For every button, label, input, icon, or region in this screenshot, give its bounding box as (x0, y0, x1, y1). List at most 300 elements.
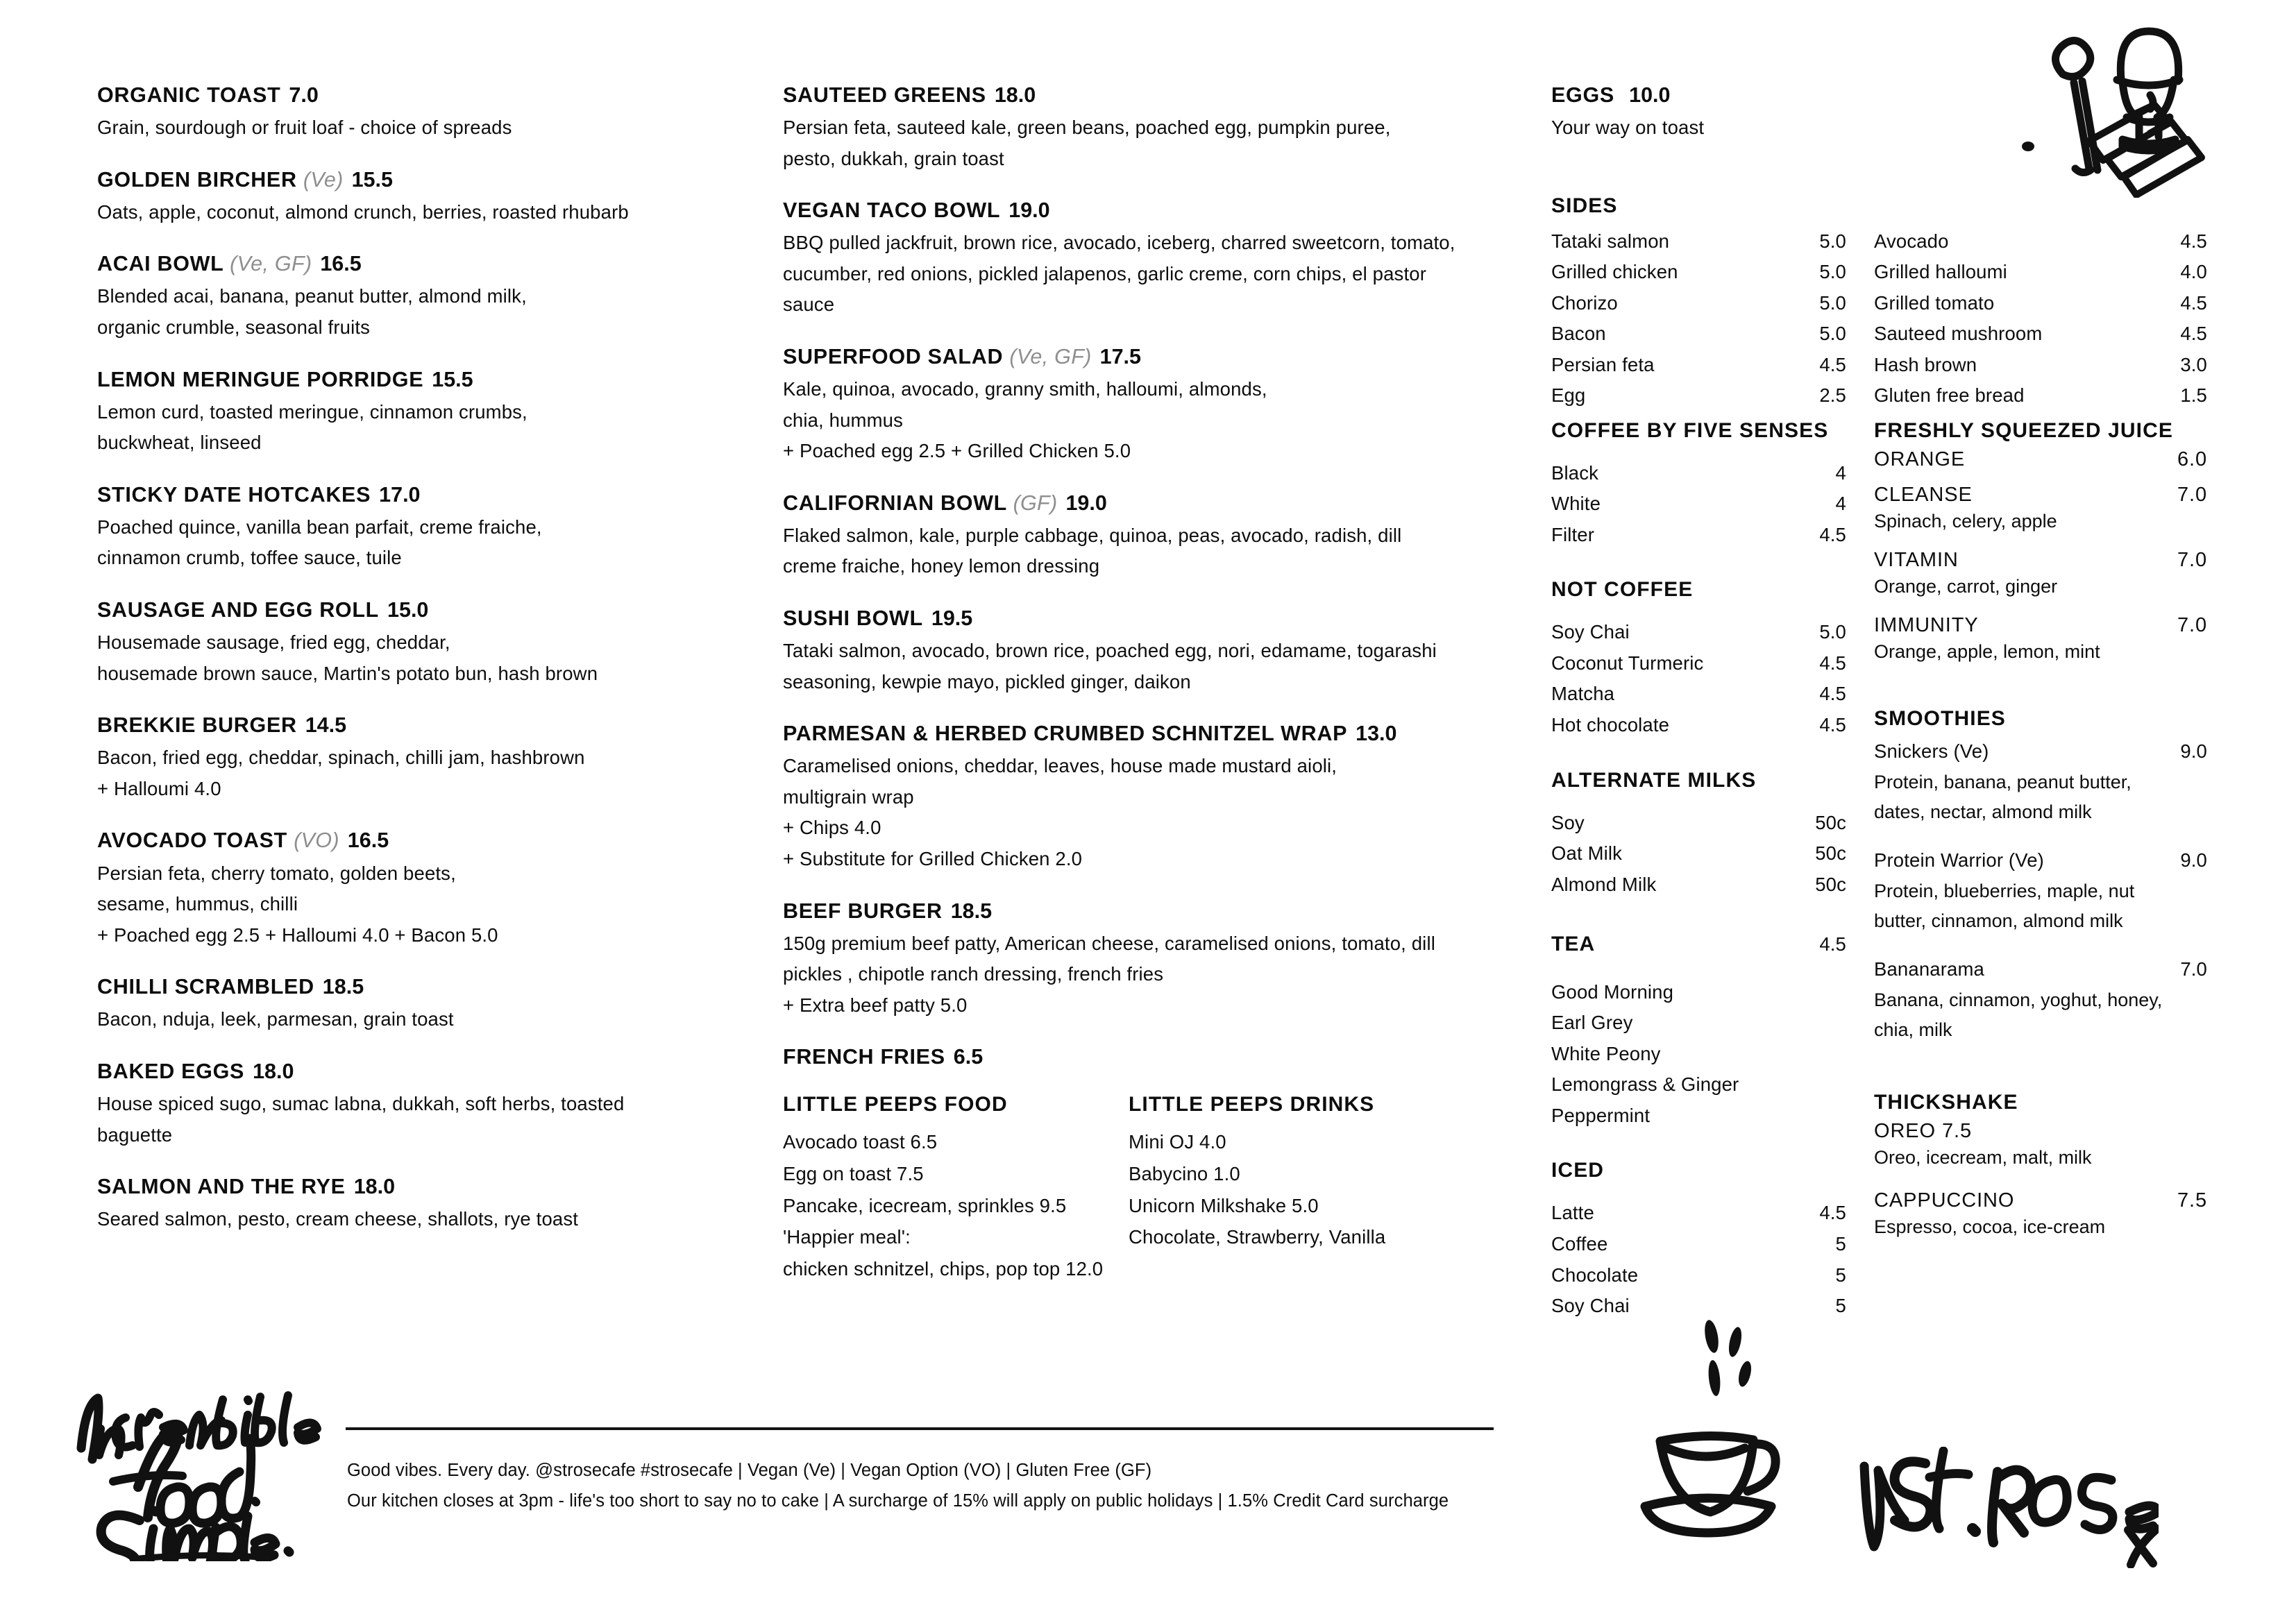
section-title-iced: ICED (1551, 1159, 1605, 1182)
priced-row (1551, 1291, 1846, 1322)
item-price: 17.0 (379, 482, 421, 507)
smoothie-heading (1874, 736, 2207, 767)
juice-price: 7.0 (2177, 548, 2207, 571)
thickshake-price: 7.5 (2177, 1189, 2207, 1212)
item-name: SAUTEED GREENS (783, 83, 986, 107)
item-heading (97, 167, 722, 193)
item-description-line: Caramelised onions, cheddar, leaves, house made mustard aioli, (783, 755, 1337, 777)
priced-row (1551, 1229, 1846, 1260)
item-description-line: cucumber, red onions, pickled jalapenos, garlic creme, corn chips, el pastor (783, 262, 1426, 284)
item-description-line: Flaked salmon, kale, purple cabbage, quinoa, peas, avocado, radish, dill (783, 524, 1402, 546)
item-price: 18.0 (353, 1175, 396, 1199)
item-description-line: Persian feta, cherry tomato, golden beets, (97, 862, 456, 884)
priced-row (1551, 710, 1846, 741)
priced-row (1551, 808, 1846, 839)
item-heading (783, 605, 1491, 631)
priced-row (1551, 288, 1846, 319)
item-price: 19.0 (1065, 491, 1107, 515)
item-heading (97, 82, 722, 108)
row-price: 50c (1815, 873, 1846, 895)
item-price: 16.5 (320, 252, 362, 276)
thickshake-item (1874, 1120, 2207, 1173)
little-peeps-food-item: Avocado toast 6.5 (783, 1131, 938, 1153)
iced-list (1551, 1198, 1846, 1321)
tea-item (1551, 1039, 1846, 1070)
sides-left-list (1551, 226, 1846, 411)
row-price: 4.5 (1819, 713, 1846, 736)
smoothie-description-line: chia, milk (1874, 1019, 1952, 1040)
row-price: 4.5 (1819, 683, 1846, 705)
row-label: Grilled halloumi (1874, 261, 2007, 283)
smoothie-price: 9.0 (2180, 849, 2207, 872)
priced-row (1551, 648, 1846, 679)
item-price: 17.5 (1099, 344, 1141, 368)
priced-row (1874, 380, 2207, 411)
thickshake-description-line: Oreo, icecream, malt, milk (1874, 1147, 2092, 1168)
menu-item (97, 1058, 722, 1150)
row-price: 2.5 (1819, 384, 1846, 407)
item-name: ORGANIC TOAST (97, 83, 281, 107)
little-peeps-drinks-item: Unicorn Milkshake 5.0 (1129, 1194, 1319, 1216)
thickshake-heading (1874, 1120, 2207, 1143)
tea-price: 4.5 (1819, 933, 1846, 955)
juice-item (1874, 614, 2207, 667)
item-heading (783, 343, 1491, 370)
row-label: Hot chocolate (1551, 713, 1670, 736)
item-description-line: cinnamon crumb, toffee sauce, tuile (97, 547, 402, 569)
menu-item (97, 482, 722, 574)
item-name: ACAI BOWL (97, 252, 223, 276)
priced-row (1551, 488, 1846, 520)
menu-column-drinks (1551, 82, 2238, 1460)
little-peeps-food (783, 1093, 1116, 1284)
smoothie-heading (1874, 954, 2207, 985)
menu-item (97, 712, 722, 804)
item-addon-line: + Poached egg 2.5 + Halloumi 4.0 + Bacon 5.0 (97, 924, 498, 946)
sides-grid (1551, 226, 2238, 419)
row-label: Lemongrass & Ginger (1551, 1073, 1739, 1096)
item-description-line: House spiced sugo, sumac labna, dukkah, soft herbs, toasted (97, 1093, 625, 1114)
item-description-line: Grain, sourdough or fruit loaf - choice of spreads (97, 117, 512, 139)
row-price: 4.5 (2180, 323, 2207, 345)
menu-item (783, 197, 1491, 321)
item-price: 18.0 (994, 83, 1036, 107)
row-label: Sauteed mushroom (1874, 323, 2043, 345)
item-name: SUPERFOOD SALAD (783, 344, 1004, 368)
item-description-line: Poached quince, vanilla bean parfait, creme fraiche, (97, 516, 542, 538)
item-price: 13.0 (1356, 722, 1397, 746)
item-name: BEEF BURGER (783, 899, 943, 923)
juice-label: VITAMIN (1874, 548, 1959, 571)
smoothie-heading (1874, 845, 2207, 876)
juice-label: IMMUNITY (1874, 614, 1979, 637)
item-heading (97, 712, 722, 738)
item-name: STICKY DATE HOTCAKES (97, 482, 371, 507)
item-price: 18.5 (950, 899, 993, 923)
item-heading (783, 898, 1491, 924)
item-heading (97, 250, 722, 277)
row-price: 4.5 (1819, 1202, 1846, 1224)
item-price: 19.0 (1008, 198, 1050, 223)
item-description-line: organic crumble, seasonal fruits (97, 316, 371, 339)
row-price: 5.0 (1819, 230, 1846, 252)
row-label: Almond Milk (1551, 873, 1657, 895)
item-name: AVOCADO TOAST (97, 829, 288, 853)
priced-row (1551, 520, 1846, 551)
row-label: Black (1551, 461, 1598, 484)
item-name: BREKKIE BURGER (97, 713, 297, 738)
row-label: Earl Grey (1551, 1012, 1633, 1034)
row-price: 50c (1815, 842, 1846, 865)
item-description-line: multigrain wrap (783, 785, 914, 808)
coffee-list (1551, 458, 1846, 551)
item-price: 19.5 (931, 606, 973, 630)
item-heading (783, 197, 1491, 223)
not-coffee-list (1551, 617, 1846, 740)
item-price: 10.0 (1629, 83, 1671, 107)
egg-cup-spoon-toast-icon (1985, 10, 2263, 198)
row-label: Filter (1551, 523, 1595, 545)
smoothie-description-line: butter, cinnamon, almond milk (1874, 910, 2123, 931)
sides-right-list (1874, 226, 2207, 411)
menu-item (783, 1044, 1491, 1070)
row-label: Avocado (1874, 230, 1949, 252)
smoothie-item (1874, 736, 2207, 827)
item-description-line: pesto, dukkah, grain toast (783, 147, 1004, 169)
smoothie-price: 9.0 (2180, 740, 2207, 763)
item-description-line: Lemon curd, toasted meringue, cinnamon crumbs, (97, 400, 527, 423)
row-price: 1.5 (2180, 384, 2207, 407)
row-price: 5.0 (1819, 261, 1846, 283)
item-price: 15.5 (432, 367, 473, 391)
item-dietary-tag: (GF) (1013, 491, 1058, 515)
menu-item (783, 490, 1491, 582)
item-name: GOLDEN BIRCHER (97, 167, 297, 192)
item-name: BAKED EGGS (97, 1059, 245, 1083)
item-dietary-tag: (VO) (294, 829, 339, 853)
item-name: SAUSAGE AND EGG ROLL (97, 598, 380, 622)
priced-row (1551, 350, 1846, 381)
item-description-line: Seared salmon, pesto, cream cheese, shallots, rye toast (97, 1208, 579, 1230)
juice-heading (1874, 549, 2207, 572)
coffee-cup-icon (1624, 1377, 1798, 1551)
item-description-line: seasoning, kewpie mayo, pickled ginger, daikon (783, 670, 1191, 692)
row-label: Grilled chicken (1551, 261, 1678, 283)
item-description-line: housemade brown sauce, Martin's potato bun, hash brown (97, 662, 598, 684)
tea-heading-row (1551, 928, 1846, 962)
row-label: Oat Milk (1551, 842, 1623, 865)
little-peeps-food-title: LITTLE PEEPS FOOD (783, 1093, 1008, 1116)
smoothie-description-line: Banana, cinnamon, yoghut, honey, (1874, 989, 2163, 1010)
menu-item (97, 974, 722, 1035)
item-description-line: Blended acai, banana, peanut butter, almond milk, (97, 285, 527, 307)
item-name: VEGAN TACO BOWL (783, 198, 1001, 223)
alternate-milks-list (1551, 808, 1846, 901)
section-title-not-coffee: NOT COFFEE (1551, 578, 1694, 602)
row-price: 4.5 (1819, 353, 1846, 375)
item-price: 15.5 (351, 167, 393, 192)
little-peeps-food-item: Egg on toast 7.5 (783, 1163, 924, 1185)
item-addon-line: + Extra beef patty 5.0 (783, 994, 968, 1016)
item-name: EGGS (1551, 83, 1614, 107)
footer-line-1: Good vibes. Every day. @strosecafe #strosecafe | Vegan (Ve) | Vegan Option (VO) | Gluten Free (GF) (347, 1461, 1152, 1480)
item-description-line: Kale, quinoa, avocado, granny smith, halloumi, almonds, (783, 378, 1267, 400)
item-dietary-tag: (Ve, GF) (1009, 344, 1092, 368)
smoothie-description-line: dates, nectar, almond milk (1874, 801, 2092, 822)
item-heading (97, 366, 722, 393)
row-label: Good Morning (1551, 980, 1674, 1003)
priced-row (1551, 1198, 1846, 1229)
menu-item (783, 343, 1491, 467)
row-label: Persian feta (1551, 353, 1655, 375)
thickshake-heading (1874, 1189, 2207, 1212)
item-price: 18.0 (253, 1059, 294, 1083)
row-price: 5.0 (1819, 291, 1846, 314)
thickshake-label: CAPPUCCINO (1874, 1189, 2015, 1212)
row-price: 4.5 (2180, 230, 2207, 252)
little-peeps-food-item: chicken schnitzel, chips, pop top 12.0 (783, 1257, 1104, 1280)
juice-price: 7.0 (2177, 614, 2207, 637)
item-description-line: pickles , chipotle ranch dressing, french fries (783, 963, 1164, 985)
thickshake-description-line: Espresso, cocoa, ice-cream (1874, 1216, 2106, 1238)
row-price: 5 (1835, 1264, 1846, 1286)
juice-price: 6.0 (2177, 448, 2207, 470)
juice-label: ORANGE (1874, 448, 1966, 470)
little-peeps-drinks (1129, 1093, 1476, 1253)
row-label: Soy (1551, 811, 1585, 833)
row-price: 5 (1835, 1295, 1846, 1317)
tea-list (1551, 977, 1846, 1132)
priced-row (1551, 617, 1846, 648)
section-title-alternate-milks: ALTERNATE MILKS (1551, 768, 1757, 792)
smoothie-label: Protein Warrior (Ve) (1874, 849, 2044, 872)
item-addon-line: + Chips 4.0 (783, 817, 881, 839)
item-description: Your way on toast (1551, 117, 1705, 139)
row-price: 4.5 (1819, 523, 1846, 545)
item-heading (783, 490, 1491, 516)
item-heading (97, 597, 722, 623)
row-label: Grilled tomato (1874, 291, 1995, 314)
row-label: Tataki salmon (1551, 230, 1670, 252)
item-description-line: Housemade sausage, fried egg, cheddar, (97, 631, 450, 654)
row-label: White (1551, 493, 1601, 515)
item-name: CALIFORNIAN BOWL (783, 491, 1007, 515)
item-description-line: 150g premium beef patty, American cheese, caramelised onions, tomato, dill (783, 932, 1435, 954)
row-label: Peppermint (1551, 1104, 1651, 1126)
tea-item (1551, 1101, 1846, 1132)
priced-row (1551, 226, 1846, 257)
juice-item (1874, 448, 2207, 471)
menu-item (97, 167, 722, 228)
footer-notes (347, 1456, 1499, 1517)
row-price: 4.5 (2180, 291, 2207, 314)
row-label: Coffee (1551, 1233, 1608, 1255)
row-label: Soy Chai (1551, 1295, 1630, 1317)
priced-row (1874, 350, 2207, 381)
item-heading (783, 82, 1491, 108)
item-description-line: creme fraiche, honey lemon dressing (783, 555, 1100, 577)
item-price: 18.5 (322, 975, 364, 999)
section-title-tea: TEA (1551, 933, 1596, 956)
menu-column-breakfast (97, 82, 722, 1258)
row-price: 5 (1835, 1233, 1846, 1255)
priced-row (1874, 318, 2207, 350)
priced-row (1551, 1260, 1846, 1291)
item-addon-line: + Halloumi 4.0 (97, 777, 221, 799)
smoothie-description-line: Protein, blueberries, maple, nut (1874, 880, 2135, 901)
tagline-logo (66, 1384, 337, 1561)
row-label: Gluten free bread (1874, 384, 2025, 407)
item-heading (97, 974, 722, 1000)
footer-divider (346, 1427, 1494, 1430)
item-heading (783, 1044, 1491, 1070)
menu-item (97, 597, 722, 689)
row-label: Matcha (1551, 683, 1615, 705)
little-peeps-drinks-title: LITTLE PEEPS DRINKS (1129, 1093, 1375, 1116)
little-peeps-drinks-item: Chocolate, Strawberry, Vanilla (1129, 1226, 1386, 1248)
smoothies-list (1874, 736, 2207, 1045)
item-dietary-tag: (Ve) (303, 167, 344, 192)
row-price: 50c (1815, 811, 1846, 833)
item-description-line: Oats, apple, coconut, almond crunch, berries, roasted rhubarb (97, 201, 629, 223)
juice-heading (1874, 484, 2207, 507)
juice-description: Orange, apple, lemon, mint (1874, 641, 2100, 663)
menu-item (783, 605, 1491, 697)
row-price: 5.0 (1819, 621, 1846, 643)
row-price: 4.5 (1819, 652, 1846, 674)
row-label: Coconut Turmeric (1551, 652, 1704, 674)
item-addon-line: + Substitute for Grilled Chicken 2.0 (783, 847, 1083, 869)
priced-row (1551, 380, 1846, 411)
juice-label: CLEANSE (1874, 483, 1973, 506)
tea-item (1551, 977, 1846, 1008)
item-addon-line: + Poached egg 2.5 + Grilled Chicken 5.0 (783, 440, 1131, 462)
item-price: 14.5 (305, 713, 347, 738)
row-price: 4 (1835, 461, 1846, 484)
item-name: SUSHI BOWL (783, 606, 923, 630)
item-description-line: sauce (783, 294, 835, 316)
priced-row (1551, 458, 1846, 489)
menu-item (783, 82, 1491, 174)
little-peeps-drinks-item: Babycino 1.0 (1129, 1163, 1240, 1185)
menu-column-mains (783, 82, 1491, 1280)
juice-description: Spinach, celery, apple (1874, 510, 2057, 532)
little-peeps-drinks-item: Mini OJ 4.0 (1129, 1131, 1226, 1153)
priced-row (1551, 679, 1846, 710)
row-price: 4 (1835, 493, 1846, 515)
item-dietary-tag: (Ve, GF) (230, 252, 312, 276)
drinks-left-column (1551, 419, 1846, 1322)
item-description-line: BBQ pulled jackfruit, brown rice, avocado, iceberg, charred sweetcorn, tomato, (783, 232, 1455, 254)
menu-item (97, 82, 722, 144)
tea-item (1551, 1069, 1846, 1101)
juice-price: 7.0 (2177, 483, 2207, 506)
juice-item (1874, 484, 2207, 536)
juice-list (1874, 448, 2207, 668)
smoothie-price: 7.0 (2180, 958, 2207, 980)
smoothie-item (1874, 954, 2207, 1045)
row-price: 5.0 (1819, 323, 1846, 345)
little-peeps-food-item: Pancake, icecream, sprinkles 9.5 (783, 1194, 1067, 1216)
item-price: 16.5 (347, 829, 389, 853)
row-label: Hash brown (1874, 353, 1977, 375)
item-heading (97, 1173, 722, 1200)
priced-row (1551, 838, 1846, 869)
item-description-line: sesame, hummus, chilli (97, 893, 298, 915)
item-price: 15.0 (387, 598, 429, 622)
item-name: LEMON MERINGUE PORRIDGE (97, 367, 424, 391)
juice-description: Orange, carrot, ginger (1874, 575, 2058, 597)
priced-row (1551, 257, 1846, 288)
thickshake-item (1874, 1189, 2207, 1242)
item-description-line: buckwheat, linseed (97, 432, 262, 454)
little-peeps-food-item: 'Happier meal': (783, 1226, 911, 1248)
juice-heading (1874, 448, 2207, 471)
row-label: Egg (1551, 384, 1586, 407)
menu-item (783, 898, 1491, 1021)
item-description-line: baguette (97, 1123, 173, 1146)
item-price: 7.0 (289, 83, 319, 107)
menu-item (97, 250, 722, 343)
section-title-smoothies: SMOOTHIES (1874, 707, 2006, 731)
juice-item (1874, 549, 2207, 602)
item-description-line: Bacon, fried egg, cheddar, spinach, chilli jam, hashbrown (97, 747, 585, 769)
smoothie-label: Bananarama (1874, 958, 1984, 980)
priced-row (1874, 257, 2207, 288)
item-price: 6.5 (953, 1045, 984, 1069)
row-label: Soy Chai (1551, 621, 1630, 643)
priced-row (1551, 869, 1846, 901)
smoothie-label: Snickers (Ve) (1874, 740, 1989, 763)
row-label: Latte (1551, 1202, 1594, 1224)
item-name: FRENCH FRIES (783, 1045, 945, 1069)
juice-heading (1874, 614, 2207, 637)
item-description-line: Tataki salmon, avocado, brown rice, poached egg, nori, edamame, togarashi (783, 640, 1437, 662)
item-heading (97, 1058, 722, 1085)
drinks-grid (1551, 419, 2238, 1460)
item-description-line: Bacon, nduja, leek, parmesan, grain toast (97, 1008, 454, 1030)
priced-row (1874, 288, 2207, 319)
menu-item (97, 827, 722, 951)
priced-row (1551, 318, 1846, 350)
priced-row (1874, 226, 2207, 257)
item-description-line: Persian feta, sauteed kale, green beans, poached egg, pumpkin puree, (783, 117, 1391, 139)
smoothie-item (1874, 845, 2207, 936)
tea-item (1551, 1008, 1846, 1039)
row-price: 4.0 (2180, 261, 2207, 283)
item-heading (97, 827, 722, 853)
row-label: Chorizo (1551, 291, 1618, 314)
thickshake-list (1874, 1120, 2207, 1242)
item-heading (783, 720, 1491, 747)
smoothie-description-line: Protein, banana, peanut butter, (1874, 771, 2132, 792)
item-name: CHILLI SCRAMBLED (97, 975, 314, 999)
row-label: White Peony (1551, 1042, 1661, 1064)
item-name: PARMESAN & HERBED CRUMBED SCHNITZEL WRAP (783, 722, 1348, 746)
menu-item (97, 366, 722, 459)
section-title-sides: SIDES (1551, 194, 1618, 217)
item-name: SALMON AND THE RYE (97, 1175, 346, 1199)
row-label: Chocolate (1551, 1264, 1639, 1286)
thickshake-label: OREO 7.5 (1874, 1120, 1972, 1142)
menu-item (97, 1173, 722, 1235)
drinks-right-column (1874, 419, 2207, 1259)
row-label: Bacon (1551, 323, 1606, 345)
section-title-coffee: COFFEE BY FIVE SENSES (1551, 418, 1829, 442)
row-price: 3.0 (2180, 353, 2207, 375)
footer-line-2: Our kitchen closes at 3pm - life's too short to say no to cake | A surcharge of 15% will apply on public holidays | 1.5% Credit Card surcharge (347, 1490, 1449, 1511)
item-description-line: chia, hummus (783, 409, 903, 431)
